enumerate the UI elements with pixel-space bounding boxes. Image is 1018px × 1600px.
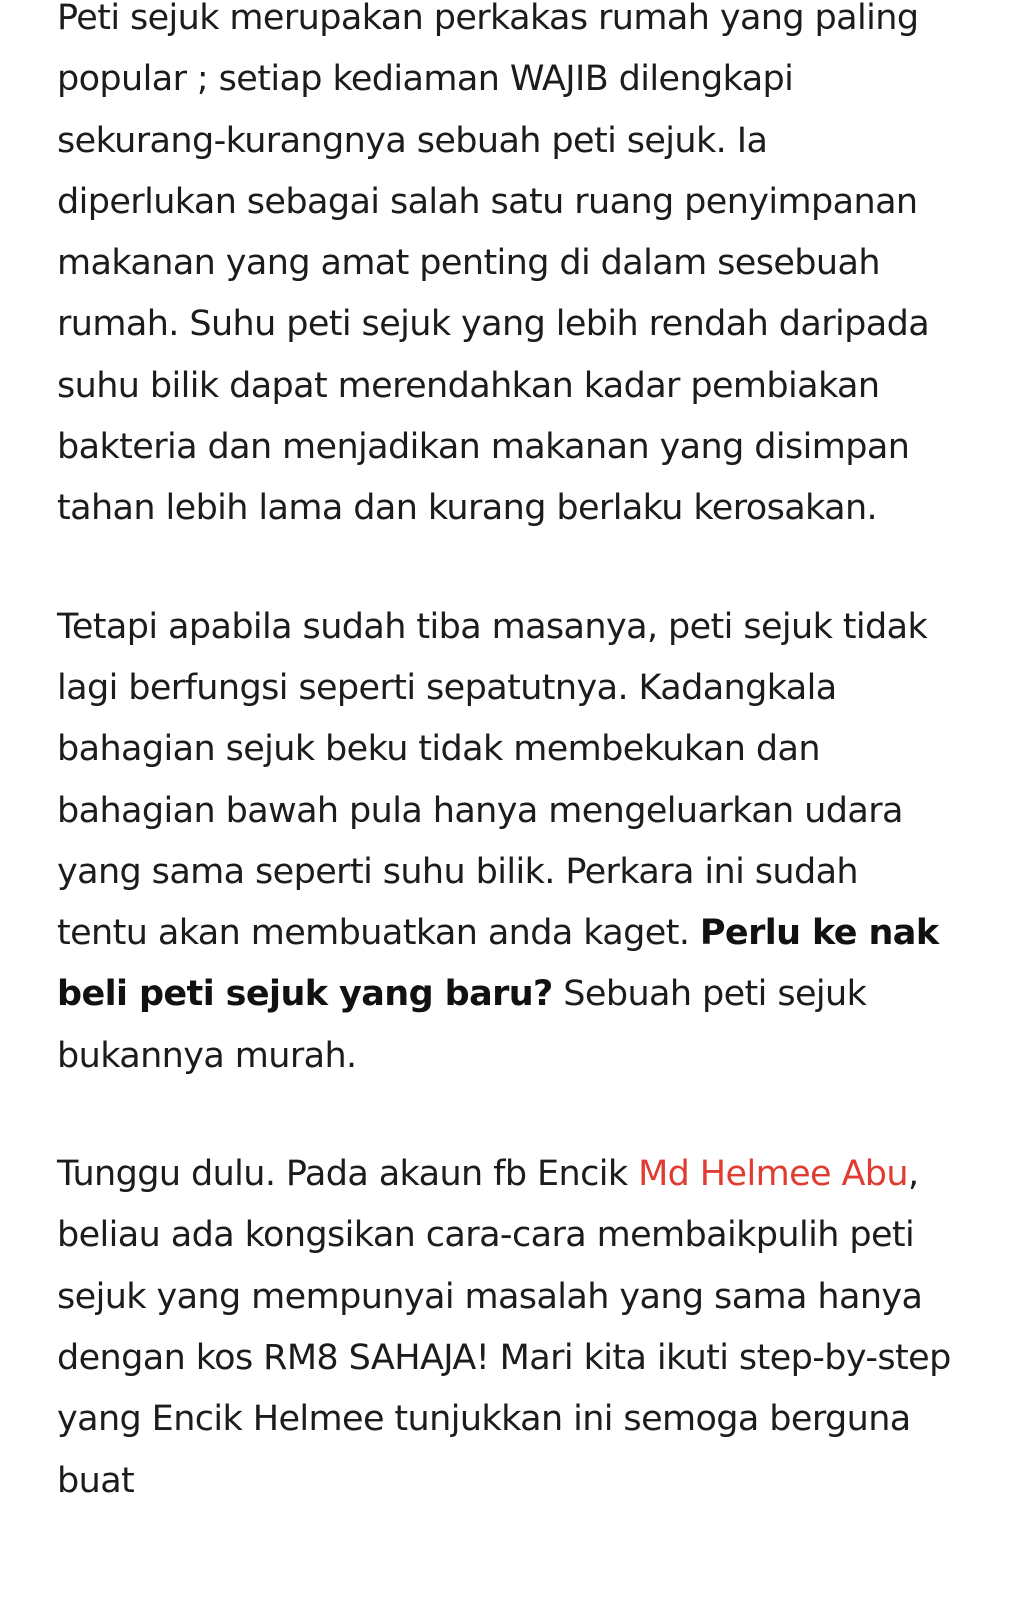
paragraph-intro — [57, 0, 957, 540]
paragraph-solution-tail: , beliau ada kongsikan cara-cara membaikpulih peti sejuk yang mempunyai masalah yang sama hanya dengan kos RM8 SAHAJA! Mari kita ikuti step-by-step yang Encik Helmee tunjukkan ini semoga berguna buat — [57, 1154, 951, 1501]
author-profile-link[interactable]: Md Helmee Abu — [638, 1154, 909, 1195]
paragraph-solution-text: Tunggu dulu. Pada akaun fb Encik — [57, 1154, 639, 1195]
paragraph-problem-text: Tetapi apabila sudah tiba masanya, peti sejuk tidak lagi berfungsi seperti sepatutnya. Kadangkala bahagian sejuk beku tidak membekukan dan bahagian bawah pula hanya mengeluarkan udara yang sama seperti suhu bilik. Perkara ini sudah tentu akan membuatkan anda kaget. — [57, 606, 928, 954]
bold-question: Perlu ke nak beli peti sejuk yang baru? — [57, 913, 939, 1015]
paragraph-intro-text: Peti sejuk merupakan perkakas rumah yang paling popular ; setiap kediaman WAJIB dilengkapi sekurang-kurangnya sebuah peti sejuk. Ia diperlukan sebagai salah satu ruang penyimpanan makanan yang amat penting di dalam sesebuah rumah. Suhu peti sejuk yang lebih rendah daripada suhu bilik dapat merendahkan kadar pembiakan bakteria dan menjadikan makanan yang disimpan tahan lebih lama dan kurang berlaku kerosakan. — [57, 0, 930, 529]
paragraph-problem-tail: Sebuah peti sejuk bukannya murah. — [57, 974, 867, 1076]
paragraph-problem — [57, 597, 957, 1087]
paragraph-solution — [57, 1144, 957, 1512]
article-body — [57, 0, 957, 1569]
